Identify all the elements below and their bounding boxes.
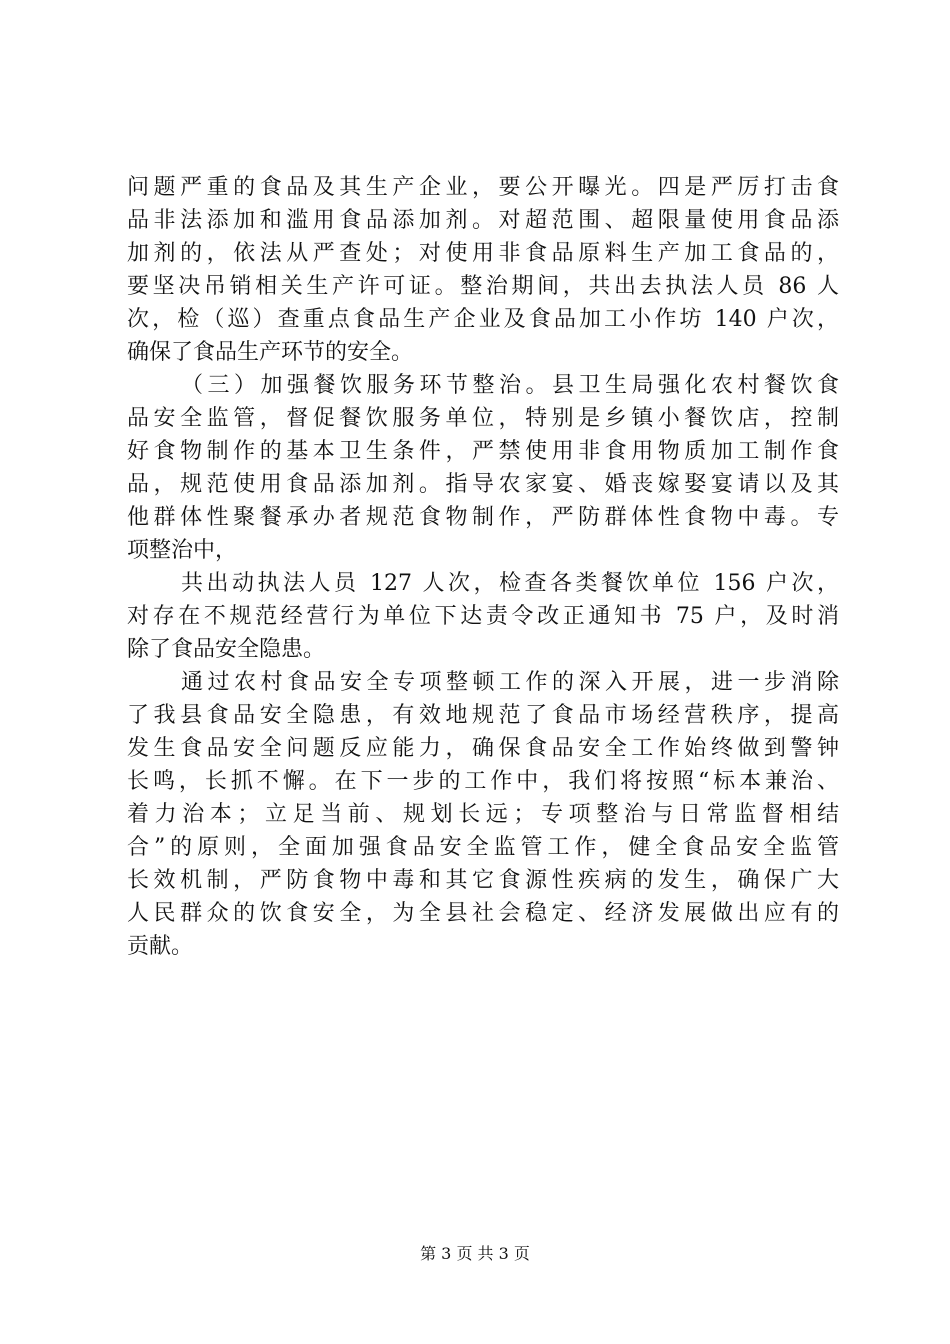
text-line: 长效机制，严防食物中毒和其它食源性疾病的发生，确保广大 <box>127 868 839 893</box>
text-line-paragraph-start: 通过农村食品安全专项整顿工作的深入开展，进一步消除 <box>181 670 839 695</box>
text-line: 对存在不规范经营行为单位下达责令改正通知书 75 户，及时消 <box>127 604 839 629</box>
text-line-paragraph-start: 共出动执法人员 127 人次，检查各类餐饮单位 156 户次， <box>181 571 839 596</box>
text-line: 人民群众的饮食安全，为全县社会稳定、经济发展做出应有的 <box>127 901 839 926</box>
text-line: 着力治本；立足当前、规划长远；专项整治与日常监督相结 <box>127 802 839 827</box>
page-number-footer: 第 3 页 共 3 页 <box>420 1244 530 1263</box>
text-line: 问题严重的食品及其生产企业，要公开曝光。四是严厉打击食 <box>127 175 839 200</box>
text-line: 次，检（巡）查重点食品生产企业及食品加工小作坊 140 户次， <box>127 307 839 332</box>
text-line: 品，规范使用食品添加剂。指导农家宴、婚丧嫁娶宴请以及其 <box>127 472 839 497</box>
text-line: 确保了食品生产环节的安全。 <box>127 340 414 365</box>
document-body <box>127 171 839 963</box>
text-line: 要坚决吊销相关生产许可证。整治期间，共出去执法人员 86 人 <box>127 274 839 299</box>
text-line: 好食物制作的基本卫生条件，严禁使用非食用物质加工制作食 <box>127 439 839 464</box>
text-line: 品安全监管，督促餐饮服务单位，特别是乡镇小餐饮店，控制 <box>127 406 839 431</box>
text-line: 长鸣，长抓不懈。在下一步的工作中，我们将按照“标本兼治、 <box>127 769 839 794</box>
text-line: 项整治中， <box>127 538 238 563</box>
text-line: 贡献。 <box>127 934 194 959</box>
text-line: 品非法添加和滥用食品添加剂。对超范围、超限量使用食品添 <box>127 208 839 233</box>
text-line: 他群体性聚餐承办者规范食物制作，严防群体性食物中毒。专 <box>127 505 839 530</box>
text-line: 加剂的，依法从严查处；对使用非食品原料生产加工食品的， <box>127 241 839 266</box>
text-line: 合”的原则，全面加强食品安全监管工作，健全食品安全监管 <box>127 835 839 860</box>
text-line: 了我县食品安全隐患，有效地规范了食品市场经营秩序，提高 <box>127 703 839 728</box>
text-line: 除了食品安全隐患。 <box>127 637 326 662</box>
text-line: 发生食品安全问题反应能力，确保食品安全工作始终做到警钟 <box>127 736 839 761</box>
text-line-section-heading: （三）加强餐饮服务环节整治。县卫生局强化农村餐饮食 <box>181 373 839 398</box>
